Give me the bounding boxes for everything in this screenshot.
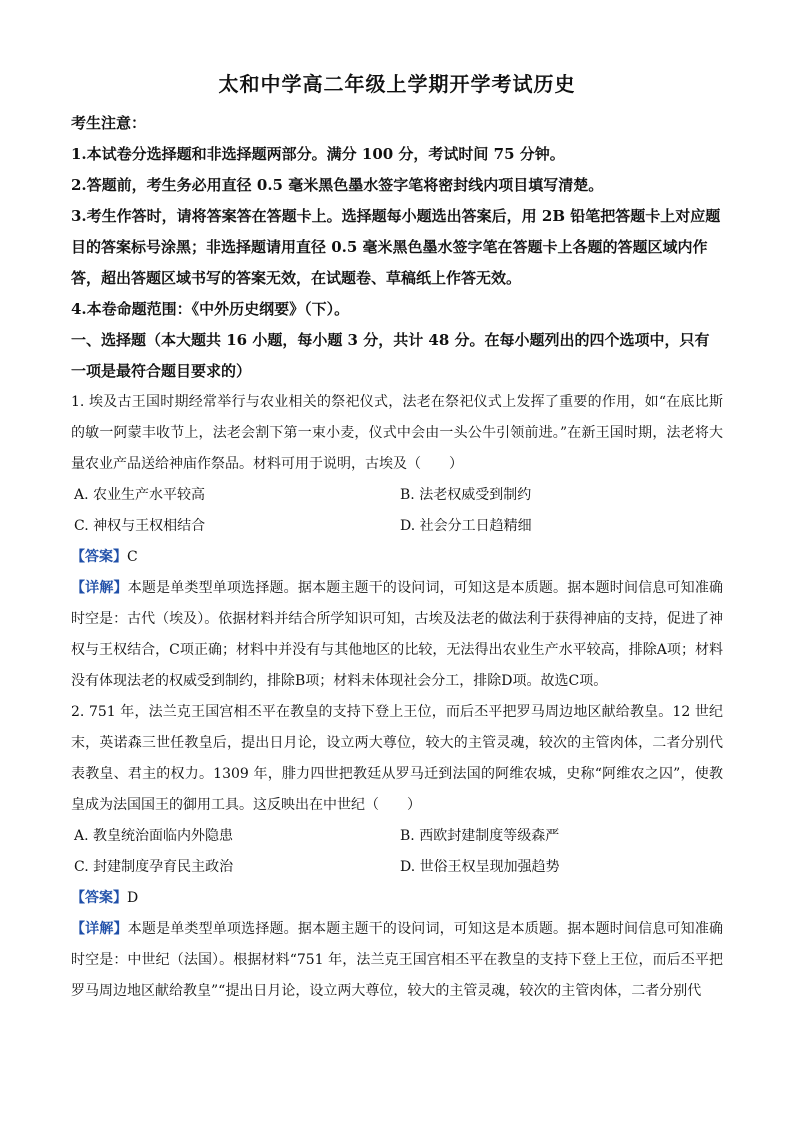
option-a: A. 农业生产水平较高 [74, 487, 206, 503]
answer-tag: 【答案】 [71, 549, 127, 565]
option-a: A. 教皇统治面临内外隐患 [74, 828, 234, 844]
options-grid [71, 480, 723, 542]
answer-value: D [127, 890, 139, 906]
exam-page [71, 62, 723, 1007]
question-stem: 2. 751 年，法兰克王国宫相丕平在教皇的支持下登上王位，而后丕平把罗马周边地区献给教皇。12 世纪末，英诺森三世任教皇后，提出日月论，设立两大尊位，较大的主管灵魂，较次的主管肉体，二者分别代表教皇、君主的权力。1309 年，腓力四世把教廷从罗马迁到法国的阿维农城，史称“阿维农之囚”，使教皇成为法国国王的御用工具。这反映出在中世纪（ ） [71, 704, 723, 813]
explanation [71, 914, 723, 1007]
explanation [71, 573, 723, 697]
option-d: D. 世俗王权呈现加强趋势 [400, 859, 560, 875]
answer-row [71, 883, 723, 914]
explain-tag: 【详解】 [71, 580, 128, 596]
notice-heading: 考生注意： [71, 114, 147, 132]
notice-item-2: 2.答题前，考生务必用直径 0.5 毫米黑色墨水签字笔将密封线内项目填写清楚。 [71, 176, 604, 194]
options-grid [71, 821, 723, 883]
option-b: B. 西欧封建制度等级森严 [400, 828, 560, 844]
answer-value: C [127, 549, 138, 565]
answer-row [71, 542, 723, 573]
option-c: C. 神权与王权相结合 [74, 518, 206, 534]
page-title: 太和中学高二年级上学期开学考试历史 [218, 72, 576, 96]
explain-tag: 【详解】 [71, 921, 128, 937]
section-heading: 一、选择题（本大题共 16 小题，每小题 3 分，共计 48 分。在每小题列出的四个选项中，只有一项是最符合题目要求的） [71, 331, 710, 380]
option-c: C. 封建制度孕育民主政治 [74, 859, 234, 875]
question-stem: 1. 埃及古王国时期经常举行与农业相关的祭祀仪式，法老在祭祀仪式上发挥了重要的作用，如“在底比斯的敏一阿蒙丰收节上，法老会割下第一束小麦，仪式中会由一头公牛引领前进。”在新王国时期，法老将大量农业产品送给神庙作祭品。材料可用于说明，古埃及（ ） [71, 394, 723, 472]
notice-item-4: 4.本卷命题范围：《中外历史纲要》（下）。 [71, 300, 350, 318]
notice-item-3: 3.考生作答时，请将答案答在答题卡上。选择题每小题选出答案后，用 2B 铅笔把答题卡上对应题目的答案标号涂黑；非选择题请用直径 0.5 毫米黑色墨水签字笔在答题卡上各题的答题区域内作答，超出答题区域书写的答案无效，在试题卷、草稿纸上作答无效。 [71, 207, 721, 287]
question-1 [71, 387, 723, 697]
question-2 [71, 697, 723, 1007]
option-b: B. 法老权威受到制约 [400, 487, 532, 503]
notice-item-1: 1.本试卷分选择题和非选择题两部分。满分 100 分，考试时间 75 分钟。 [71, 145, 565, 163]
explain-text: 本题是单类型单项选择题。据本题主题干的设问词，可知这是本质题。据本题时间信息可知准确时空是：古代（埃及）。依据材料并结合所学知识可知，古埃及法老的做法利于获得神庙的支持，促进了神权与王权结合，C项正确；材料中并没有与其他地区的比较，无法得出农业生产水平较高，排除A项；材料没有体现法老的权威受到制约，排除B项；材料未体现社会分工，排除D项。故选C项。 [71, 580, 724, 689]
answer-tag: 【答案】 [71, 890, 127, 906]
option-d: D. 社会分工日趋精细 [400, 518, 532, 534]
explain-text: 本题是单类型单项选择题。据本题主题干的设问词，可知这是本质题。据本题时间信息可知准确时空是：中世纪（法国）。根据材料“751 年，法兰克王国宫相丕平在教皇的支持下登上王位，而后丕平把罗马周边地区献给教皇”“提出日月论，设立两大尊位，较大的主管灵魂，较次的主管肉体，二者分别代 [71, 921, 724, 999]
